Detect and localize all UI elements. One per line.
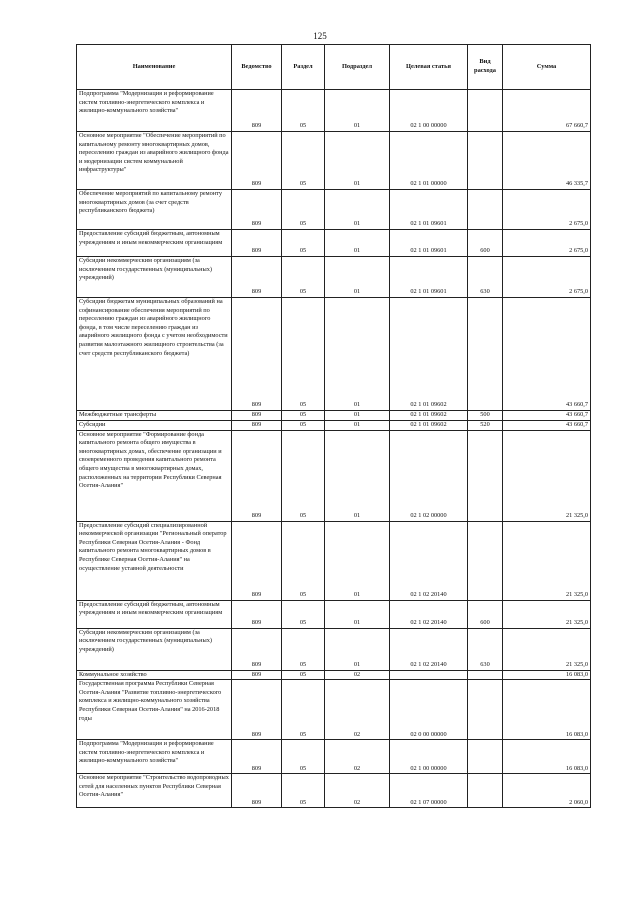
row-sum: 2 675,0 bbox=[503, 190, 591, 230]
row-vedomstvo: 809 bbox=[232, 670, 282, 680]
row-podrazdel: 01 bbox=[325, 190, 390, 230]
row-name: Субсидии bbox=[77, 420, 232, 430]
row-name: Обеспечение мероприятий по капитальному ремонту многоквартирных домов (за счет средств республиканского бюджета) bbox=[77, 190, 232, 230]
row-vedomstvo: 809 bbox=[232, 90, 282, 132]
row-podrazdel: 01 bbox=[325, 628, 390, 670]
row-razdel: 05 bbox=[282, 740, 325, 774]
row-sum: 21 325,0 bbox=[503, 628, 591, 670]
row-vedomstvo: 809 bbox=[232, 600, 282, 628]
row-vedomstvo: 809 bbox=[232, 132, 282, 190]
row-target-article: 02 1 01 09601 bbox=[390, 257, 468, 298]
row-target-article: 02 1 00 00000 bbox=[390, 90, 468, 132]
row-podrazdel: 01 bbox=[325, 132, 390, 190]
row-vedomstvo: 809 bbox=[232, 298, 282, 411]
row-expense-type bbox=[468, 740, 503, 774]
row-podrazdel: 01 bbox=[325, 90, 390, 132]
row-vedomstvo: 809 bbox=[232, 420, 282, 430]
row-name: Предоставление субсидий специализированной некоммерческой организации "Региональный оператор Республики Северная Осетия-Алания - Фонд капитального ремонта многоквартирных домов в Республике Северная Осетия-Алания" на осуществление уставной деятельности bbox=[77, 521, 232, 600]
row-sum: 21 325,0 bbox=[503, 521, 591, 600]
row-expense-type bbox=[468, 190, 503, 230]
row-vedomstvo: 809 bbox=[232, 430, 282, 521]
row-target-article: 02 1 02 20140 bbox=[390, 600, 468, 628]
row-name: Предоставление субсидий бюджетным, автономным учреждениям и иным некоммерческим организациям bbox=[77, 600, 232, 628]
row-expense-type: 600 bbox=[468, 600, 503, 628]
col-header-target-article: Целевая статья bbox=[390, 45, 468, 90]
row-vedomstvo: 809 bbox=[232, 774, 282, 808]
row-razdel: 05 bbox=[282, 257, 325, 298]
col-header-sum: Сумма bbox=[503, 45, 591, 90]
col-header-podrazdel: Подраздел bbox=[325, 45, 390, 90]
row-name: Подпрограмма "Модернизация и реформирование систем топливно-энергетического комплекса и жилищно-коммунального хозяйства" bbox=[77, 740, 232, 774]
row-sum: 2 060,0 bbox=[503, 774, 591, 808]
col-header-expense-type: Вид расхода bbox=[468, 45, 503, 90]
row-name: Субсидии некоммерческим организациям (за исключением государственных (муниципальных) учреждений) bbox=[77, 628, 232, 670]
table-row bbox=[77, 680, 591, 740]
row-target-article: 02 0 00 00000 bbox=[390, 680, 468, 740]
page-number: 125 bbox=[313, 31, 327, 41]
table-row bbox=[77, 257, 591, 298]
budget-table bbox=[76, 44, 591, 808]
row-podrazdel: 01 bbox=[325, 257, 390, 298]
row-name: Межбюджетные трансферты bbox=[77, 411, 232, 421]
table-row bbox=[77, 411, 591, 421]
row-razdel: 05 bbox=[282, 521, 325, 600]
row-target-article: 02 1 02 20140 bbox=[390, 521, 468, 600]
row-razdel: 05 bbox=[282, 680, 325, 740]
row-razdel: 05 bbox=[282, 670, 325, 680]
row-podrazdel: 01 bbox=[325, 600, 390, 628]
table-row bbox=[77, 230, 591, 257]
table-row bbox=[77, 298, 591, 411]
row-expense-type: 520 bbox=[468, 420, 503, 430]
row-expense-type bbox=[468, 132, 503, 190]
row-razdel: 05 bbox=[282, 774, 325, 808]
row-sum: 16 083,0 bbox=[503, 670, 591, 680]
row-razdel: 05 bbox=[282, 600, 325, 628]
table-header-row bbox=[77, 45, 591, 90]
row-name: Основное мероприятие "Формирование фонда капитального ремонта общего имущества в многоквартирных домах, обеспечение организации и своевременного проведения капитального ремонта общего имущества в многоквартирных домах, расположенных на территории Республики Северная Осетия-Алания" bbox=[77, 430, 232, 521]
row-target-article: 02 1 01 09602 bbox=[390, 420, 468, 430]
row-sum: 2 675,0 bbox=[503, 230, 591, 257]
row-name: Субсидии некоммерческим организациям (за исключением государственных (муниципальных) учреждений) bbox=[77, 257, 232, 298]
row-podrazdel: 01 bbox=[325, 420, 390, 430]
row-expense-type bbox=[468, 670, 503, 680]
row-sum: 43 660,7 bbox=[503, 298, 591, 411]
row-sum: 16 083,0 bbox=[503, 740, 591, 774]
row-razdel: 05 bbox=[282, 230, 325, 257]
table-row bbox=[77, 190, 591, 230]
row-expense-type bbox=[468, 521, 503, 600]
row-name: Коммунальное хозяйство bbox=[77, 670, 232, 680]
table-row bbox=[77, 774, 591, 808]
row-podrazdel: 01 bbox=[325, 230, 390, 257]
row-target-article: 02 1 00 00000 bbox=[390, 740, 468, 774]
table-row bbox=[77, 430, 591, 521]
row-expense-type bbox=[468, 680, 503, 740]
table-row bbox=[77, 132, 591, 190]
row-target-article: 02 1 02 00000 bbox=[390, 430, 468, 521]
row-name: Государственная программа Республики Северная Осетия-Алания "Развитие топливно-энергетического комплекса и жилищно-коммунального хозяйства Республики Северная Осетия-Алания" на 2016-2018 годы bbox=[77, 680, 232, 740]
table-row bbox=[77, 628, 591, 670]
row-target-article: 02 1 01 09601 bbox=[390, 190, 468, 230]
row-target-article: 02 1 02 20140 bbox=[390, 628, 468, 670]
row-razdel: 05 bbox=[282, 298, 325, 411]
row-expense-type bbox=[468, 430, 503, 521]
row-razdel: 05 bbox=[282, 420, 325, 430]
row-name: Основное мероприятие "Обеспечение мероприятий по капитальному ремонту многоквартирных домов, переселению граждан из аварийного жилищного фонда и модернизации систем коммунальной инфраструктуры" bbox=[77, 132, 232, 190]
table-row bbox=[77, 90, 591, 132]
row-podrazdel: 01 bbox=[325, 521, 390, 600]
row-target-article: 02 1 07 00000 bbox=[390, 774, 468, 808]
row-vedomstvo: 809 bbox=[232, 521, 282, 600]
row-vedomstvo: 809 bbox=[232, 628, 282, 670]
row-expense-type bbox=[468, 90, 503, 132]
row-expense-type: 630 bbox=[468, 257, 503, 298]
row-razdel: 05 bbox=[282, 190, 325, 230]
row-expense-type bbox=[468, 774, 503, 808]
row-vedomstvo: 809 bbox=[232, 257, 282, 298]
row-razdel: 05 bbox=[282, 132, 325, 190]
row-vedomstvo: 809 bbox=[232, 680, 282, 740]
row-podrazdel: 01 bbox=[325, 298, 390, 411]
row-name: Основное мероприятие "Строительство водопроводных сетей для населенных пунктов Республики Северная Осетия-Алания" bbox=[77, 774, 232, 808]
row-name: Субсидии бюджетам муниципальных образований на софинансирование обеспечения мероприятий по переселению граждан из аварийного жилищного фонда, в том числе переселению граждан из аварийного жилищного фонда с учетом необходимости развития малоэтажного жилищного строительства (за счет средств республиканского бюджета) bbox=[77, 298, 232, 411]
row-vedomstvo: 809 bbox=[232, 190, 282, 230]
row-name: Предоставление субсидий бюджетным, автономным учреждениям и иным некоммерческим организациям bbox=[77, 230, 232, 257]
row-vedomstvo: 809 bbox=[232, 740, 282, 774]
col-header-vedomstvo: Ведомство bbox=[232, 45, 282, 90]
table-row bbox=[77, 521, 591, 600]
row-target-article: 02 1 01 00000 bbox=[390, 132, 468, 190]
row-podrazdel: 02 bbox=[325, 740, 390, 774]
row-razdel: 05 bbox=[282, 628, 325, 670]
row-sum: 2 675,0 bbox=[503, 257, 591, 298]
table-row bbox=[77, 670, 591, 680]
row-target-article: 02 1 01 09601 bbox=[390, 230, 468, 257]
row-razdel: 05 bbox=[282, 430, 325, 521]
table-row bbox=[77, 420, 591, 430]
row-razdel: 05 bbox=[282, 411, 325, 421]
row-sum: 43 660,7 bbox=[503, 411, 591, 421]
row-podrazdel: 01 bbox=[325, 430, 390, 521]
col-header-razdel: Раздел bbox=[282, 45, 325, 90]
row-name: Подпрограмма "Модернизация и реформирование систем топливно-энергетического комплекса и жилищно-коммунального хозяйства" bbox=[77, 90, 232, 132]
row-podrazdel: 02 bbox=[325, 670, 390, 680]
row-expense-type: 600 bbox=[468, 230, 503, 257]
row-expense-type bbox=[468, 298, 503, 411]
row-razdel: 05 bbox=[282, 90, 325, 132]
row-target-article bbox=[390, 670, 468, 680]
row-sum: 21 325,0 bbox=[503, 600, 591, 628]
row-sum: 43 660,7 bbox=[503, 420, 591, 430]
row-expense-type: 630 bbox=[468, 628, 503, 670]
row-podrazdel: 02 bbox=[325, 680, 390, 740]
row-sum: 16 083,0 bbox=[503, 680, 591, 740]
row-sum: 21 325,0 bbox=[503, 430, 591, 521]
col-header-name: Наименование bbox=[77, 45, 232, 90]
row-sum: 67 660,7 bbox=[503, 90, 591, 132]
row-podrazdel: 01 bbox=[325, 411, 390, 421]
row-target-article: 02 1 01 09602 bbox=[390, 298, 468, 411]
table-row bbox=[77, 600, 591, 628]
row-vedomstvo: 809 bbox=[232, 411, 282, 421]
row-sum: 46 335,7 bbox=[503, 132, 591, 190]
row-vedomstvo: 809 bbox=[232, 230, 282, 257]
row-expense-type: 500 bbox=[468, 411, 503, 421]
row-target-article: 02 1 01 09602 bbox=[390, 411, 468, 421]
table-row bbox=[77, 740, 591, 774]
row-podrazdel: 02 bbox=[325, 774, 390, 808]
